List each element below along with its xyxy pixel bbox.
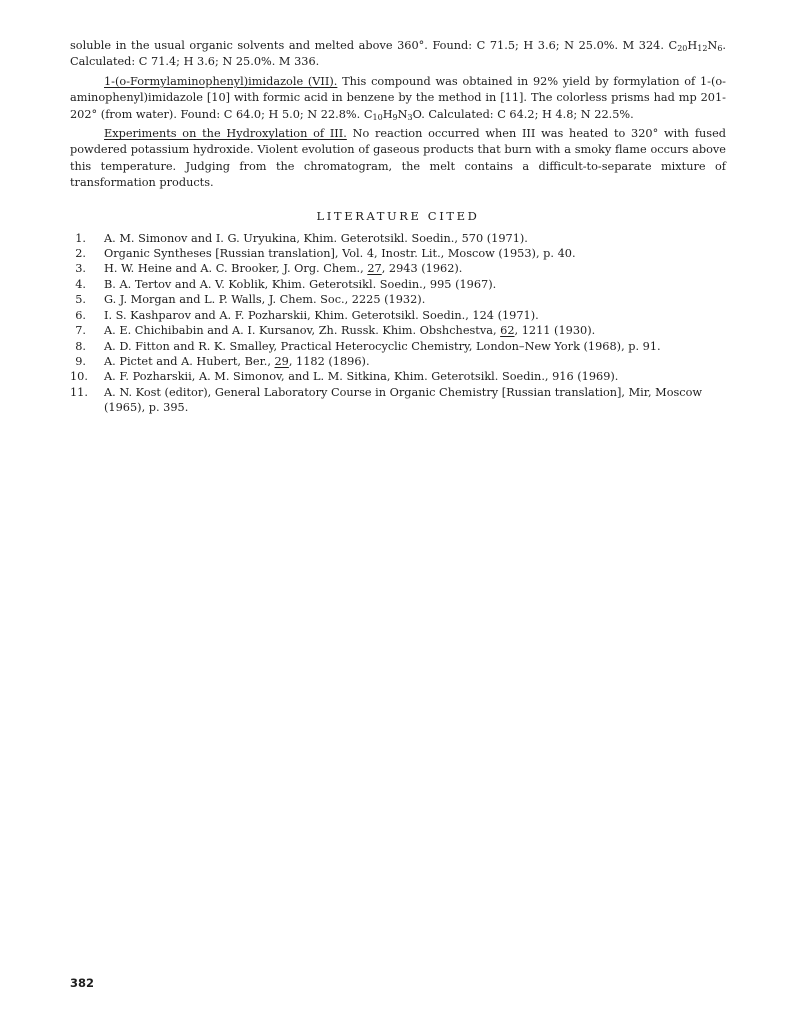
reference-volume: 27	[367, 262, 382, 276]
reference-text: H. W. Heine and A. C. Brooker, J. Org. Chem.,	[104, 262, 368, 276]
formula-subscript: 20	[677, 44, 688, 53]
reference-text: G. J. Morgan and L. P. Walls, J. Chem. Soc., 2225 (1932).	[104, 293, 426, 307]
reference-number: 4.	[75, 277, 86, 291]
reference-item	[70, 231, 726, 246]
paragraph-text: soluble in the usual organic solvents and melted above 360°. Found: C 71.5; H 3.6; N 25.0%. M 324. C	[70, 39, 678, 52]
reference-item	[70, 308, 726, 323]
reference-number: 7.	[75, 324, 86, 338]
paragraph-text: No reaction occurred when III was heated to 320° with fused powdered potassium hydroxide. Violent evolution of gaseous products that burn with a smoky flame occurs above this temperature. Judging from the chromatogram, the melt contains a difficult-to-separate mixture of transformation products.	[70, 127, 726, 190]
page-number: 382	[70, 976, 95, 990]
formula-part: H	[687, 39, 698, 52]
reference-item	[70, 246, 726, 261]
reference-item	[70, 354, 726, 369]
reference-text: B. A. Tertov and A. V. Koblik, Khim. Geterotsikl. Soedin., 995 (1967).	[104, 277, 497, 291]
reference-text: A. M. Simonov and I. G. Uryukina, Khim. Geterotsikl. Soedin., 570 (1971).	[104, 231, 528, 245]
reference-item	[70, 369, 726, 384]
reference-number: 3.	[75, 262, 86, 276]
literature-cited-heading: LITERATURE CITED	[316, 208, 480, 223]
reference-number: 2.	[75, 247, 86, 261]
formula-subscript: 12	[697, 44, 708, 53]
reference-text: A. F. Pozharskii, A. M. Simonov, and L. M. Sitkina, Khim. Geterotsikl. Soedin., 916 (1969).	[104, 370, 619, 384]
formula-subscript: 3	[407, 112, 413, 122]
reference-text: , 1182 (1896).	[288, 354, 370, 368]
reference-volume: 29	[274, 354, 289, 368]
reference-item	[70, 277, 726, 292]
reference-text: A. D. Fitton and R. K. Smalley, Practical Heterocyclic Chemistry, London–New York (1968), p. 91.	[104, 339, 661, 353]
reference-text: A. N. Kost (editor), General Laboratory Course in Organic Chemistry [Russian translation], Mir, Moscow (1965), p. 395.	[104, 385, 703, 415]
reference-text: , 2943 (1962).	[381, 262, 463, 276]
formula-subscript: 6	[717, 44, 723, 53]
reference-list	[70, 231, 726, 416]
section-heading: 1-(o-Formylaminophenyl)imidazole (VII).	[104, 74, 338, 88]
paragraph-hydroxylation	[70, 126, 726, 192]
paragraph-formylaminophenyl	[70, 74, 726, 123]
paragraph-text: . Calculated: C 71.4; H 3.6; N 25.0%. M 336.	[70, 39, 726, 69]
reference-number: 5.	[75, 293, 86, 307]
paragraph-text: This compound was obtained in 92% yield by formylation of 1-(o-aminophenyl)imidazole [10] with formic acid in benzene by the method in [11]. The colorless prisms had mp 201-202° (from water). Found: C 64.0; H 5.0; N 22.8%. C	[70, 74, 726, 121]
reference-number: 11.	[70, 385, 88, 399]
formula-subscript: 9	[392, 112, 398, 122]
formula-part: H	[382, 107, 393, 121]
reference-number: 6.	[75, 308, 86, 322]
reference-item	[70, 261, 726, 276]
reference-item	[70, 385, 726, 416]
reference-item	[70, 292, 726, 307]
reference-text: , 1211 (1930).	[514, 324, 596, 338]
section-heading: Experiments on the Hydroxylation of III.	[104, 127, 347, 141]
reference-number: 9.	[75, 354, 86, 368]
paragraph-text: O. Calculated: C 64.2; H 4.8; N 22.5%.	[412, 107, 634, 121]
reference-item	[70, 339, 726, 354]
reference-text: A. E. Chichibabin and A. I. Kursanov, Zh. Russk. Khim. Obshchestva,	[104, 324, 501, 338]
reference-text: Organic Syntheses [Russian translation], Vol. 4, Inostr. Lit., Moscow (1953), p. 40.	[104, 247, 576, 261]
reference-number: 1.	[75, 231, 86, 245]
reference-volume: 62	[500, 324, 515, 338]
reference-text: I. S. Kashparov and A. F. Pozharskii, Khim. Geterotsikl. Soedin., 124 (1971).	[104, 308, 539, 322]
reference-number: 10.	[70, 370, 88, 384]
reference-item	[70, 323, 726, 338]
page-body	[70, 38, 726, 416]
paragraph-continuation	[70, 38, 726, 71]
formula-part: N	[707, 39, 718, 52]
formula-part: N	[397, 107, 408, 121]
reference-number: 8.	[75, 339, 86, 353]
formula-subscript: 10	[372, 112, 383, 122]
reference-text: A. Pictet and A. Hubert, Ber.,	[104, 354, 275, 368]
